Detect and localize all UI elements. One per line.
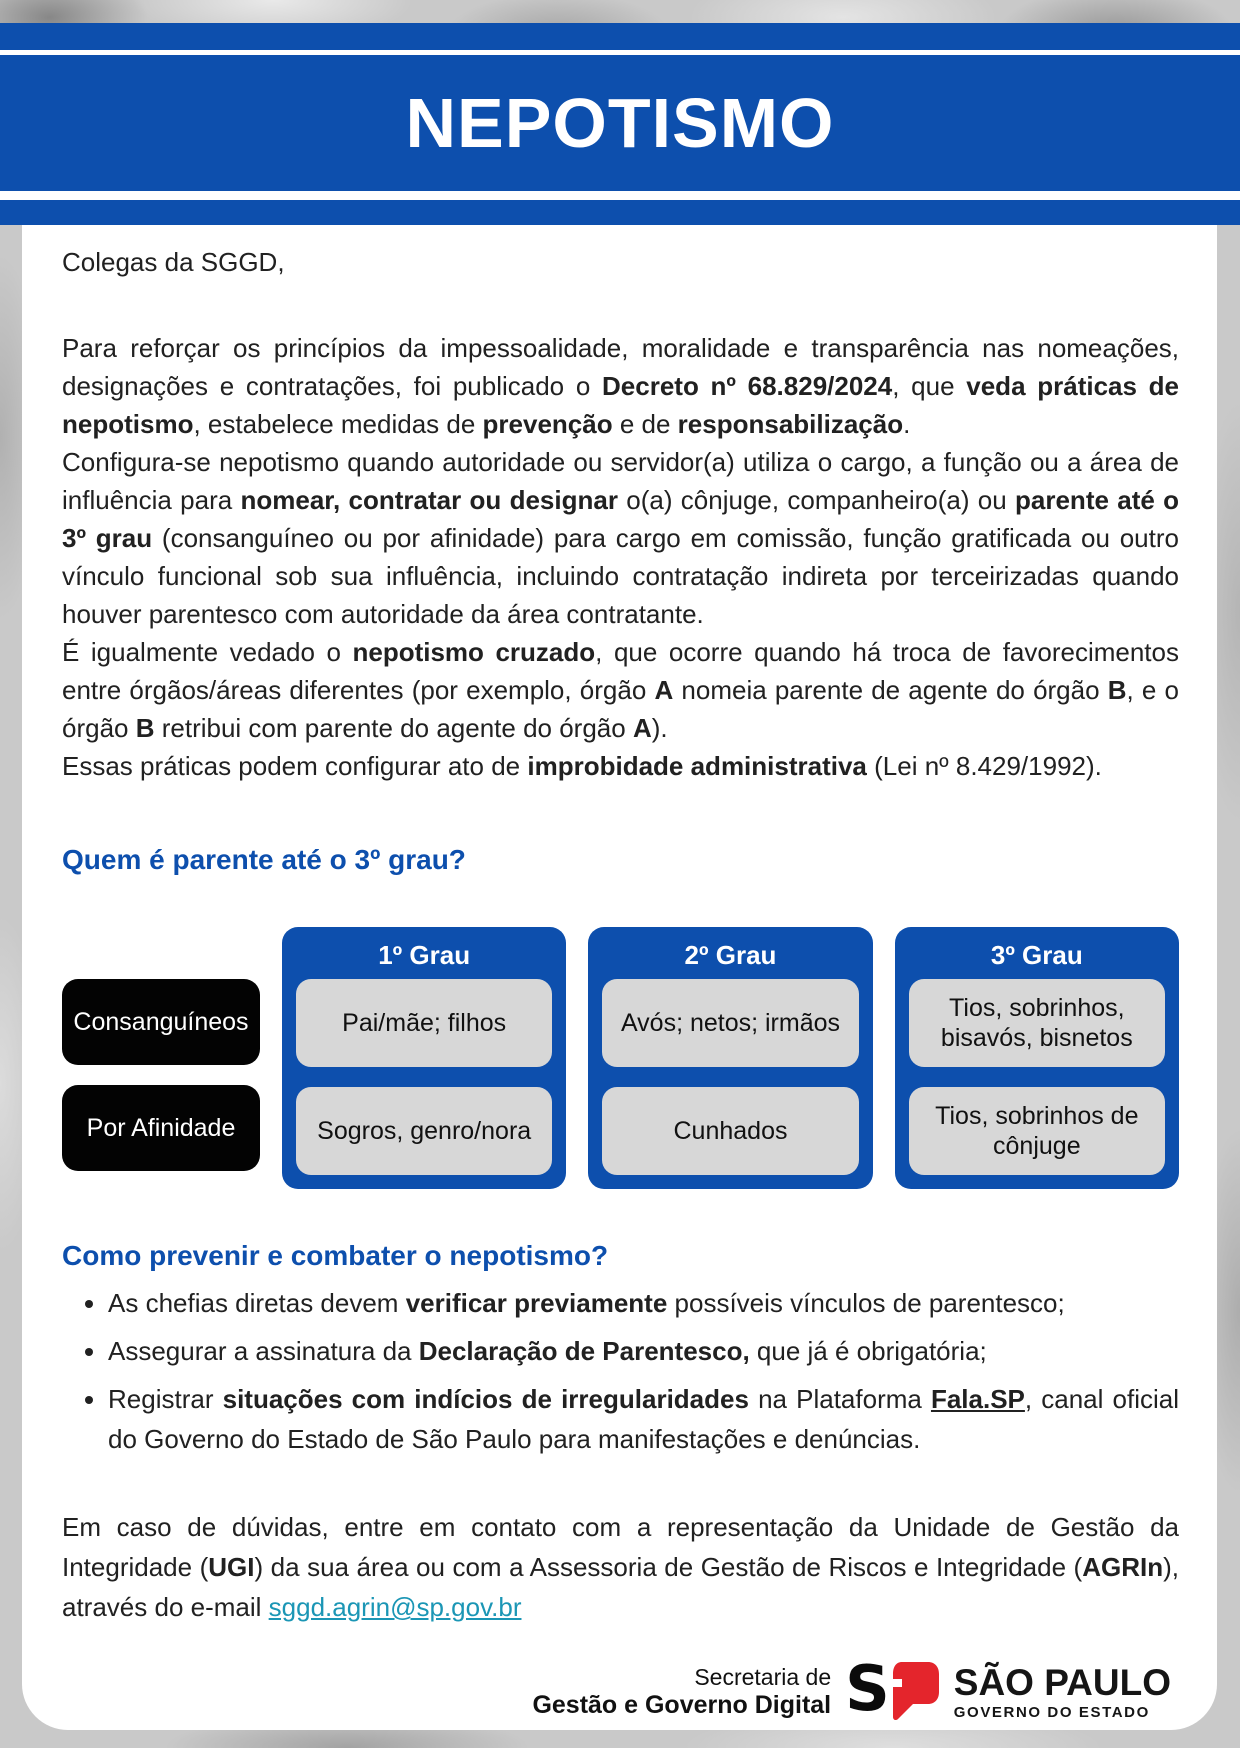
kinship-column-1 — [282, 927, 566, 1189]
text-segment: e de — [612, 409, 678, 439]
text-segment: UGI — [208, 1552, 255, 1582]
text-segment: É igualmente vedado o — [62, 637, 353, 667]
prevention-item-verify — [108, 1283, 1179, 1323]
paragraph-definition — [62, 443, 1179, 633]
row-label-por-afinidade: Por Afinidade — [62, 1085, 260, 1171]
text-segment: que já é obrigatória; — [749, 1336, 987, 1366]
text-segment: ) da sua área ou com a Assessoria de Gestão de Riscos e Integridade ( — [254, 1552, 1083, 1582]
cell-3grau-afinidade: Tios, sobrinhos de cônjuge — [909, 1087, 1165, 1175]
header-band-bottom — [0, 200, 1240, 225]
secretariat-name — [532, 1664, 831, 1719]
text-segment: Declaração de Parentesco, — [418, 1336, 750, 1366]
kinship-table — [62, 927, 1179, 1189]
text-segment: verificar previamente — [405, 1288, 668, 1318]
text-segment: prevenção — [482, 409, 613, 439]
text-segment: , estabelece medidas de — [193, 409, 483, 439]
text-segment: veda práticas de nepotismo — [62, 371, 1180, 439]
sp-logo-s-icon: S — [845, 1652, 888, 1725]
text-segment: Para reforçar os princípios da impessoalidade, moralidade e transparência nas nomeações, designações e contratações, foi publicado o — [62, 333, 1179, 401]
text-segment: Assegurar a assinatura da — [108, 1336, 419, 1366]
intro-text-block — [62, 329, 1179, 785]
text-segment: , que — [892, 371, 967, 401]
cell-1grau-afinidade: Sogros, genro/nora — [296, 1087, 552, 1175]
text-segment: Configura-se nepotismo quando autoridade ou servidor(a) utiliza o cargo, a função ou a área de influência para — [62, 447, 1179, 515]
page-title: NEPOTISMO — [405, 84, 835, 162]
text-segment: responsabilização — [677, 409, 904, 439]
text-segment: nomeia parente de agente do órgão — [673, 675, 1108, 705]
text-segment: Decreto nº 68.829/2024 — [602, 371, 893, 401]
text-segment: (Lei nº 8.429/1992). — [866, 751, 1102, 781]
text-segment: As chefias diretas devem — [108, 1288, 406, 1318]
state-logo-text — [953, 1661, 1171, 1721]
prevention-list — [62, 1283, 1179, 1459]
text-segment: ). — [651, 713, 668, 743]
cell-2grau-consanguineos: Avós; netos; irmãos — [602, 979, 858, 1067]
greeting-line: Colegas da SGGD, — [62, 247, 285, 277]
text-segment: A — [654, 675, 674, 705]
text-segment: na Plataforma — [748, 1384, 931, 1414]
kinship-heading: Quem é parente até o 3º grau? — [62, 844, 466, 875]
header-band-top — [0, 23, 1240, 50]
cell-1grau-consanguineos: Pai/mãe; filhos — [296, 979, 552, 1067]
text-segment: possíveis vínculos de parentesco; — [667, 1288, 1065, 1318]
paragraph-decree — [62, 329, 1179, 443]
kinship-column-3 — [895, 927, 1179, 1189]
text-segment: AGRIn — [1082, 1552, 1164, 1582]
text-segment: B — [1107, 675, 1127, 705]
text-segment: nomear, contratar ou designar — [240, 485, 618, 515]
header-divider-bottom — [0, 191, 1240, 200]
cell-3grau-consanguineos: Tios, sobrinhos, bisavós, bisnetos — [909, 979, 1165, 1067]
text-segment: , canal oficial do Governo do Estado de São Paulo para manifestações e denúncias. — [108, 1384, 1180, 1454]
sp-logo-p-bubble-icon — [892, 1661, 940, 1723]
header-band-main — [0, 55, 1240, 191]
text-segment: o(a) cônjuge, companheiro(a) ou — [617, 485, 1016, 515]
footer-logo-block — [62, 1652, 1179, 1725]
header-banner — [0, 23, 1240, 225]
state-name: SÃO PAULO — [953, 1661, 1171, 1703]
content-card — [22, 225, 1217, 1730]
email-link[interactable]: sggd.agrin@sp.gov.br — [268, 1592, 522, 1622]
text-segment: Em caso de dúvidas, entre em contato com a representação da Unidade de Gestão da Integridade ( — [62, 1512, 1179, 1582]
text-segment: , que ocorre quando há troca de favorecimentos entre órgãos/áreas diferentes (por exemplo, órgão — [62, 637, 1179, 705]
text-segment: Essas práticas podem configurar ato de — [62, 751, 528, 781]
cell-2grau-afinidade: Cunhados — [602, 1087, 858, 1175]
text-segment: situações com indícios de irregularidades — [222, 1384, 749, 1414]
row-label-consanguineos: Consanguíneos — [62, 979, 260, 1065]
text-segment: retribui com parente do agente do órgão — [154, 713, 633, 743]
text-segment: . — [903, 409, 911, 439]
contact-paragraph — [62, 1507, 1179, 1627]
kinship-row-labels — [62, 979, 260, 1189]
text-segment: Registrar — [108, 1384, 223, 1414]
column-header-2-grau: 2º Grau — [684, 940, 777, 970]
text-segment: (consanguíneo ou por afinidade) para cargo em comissão, função gratificada ou outro vínculo funcional sob sua influência, incluindo contratação indireta por terceirizadas quando houver parentesco com autoridade da área contratante. — [62, 523, 1179, 629]
secretariat-line1: Secretaria de — [694, 1664, 832, 1691]
text-segment: , e o órgão — [62, 675, 1179, 743]
prevention-item-declaration — [108, 1331, 1179, 1371]
prevention-item-report — [108, 1379, 1179, 1459]
text-segment: Fala.SP — [930, 1384, 1025, 1414]
text-segment: A — [632, 713, 652, 743]
secretariat-line2: Gestão e Governo Digital — [532, 1690, 832, 1719]
text-segment: parente até o 3º grau — [62, 485, 1179, 553]
text-segment: ), através do e-mail — [62, 1552, 1179, 1622]
column-header-3-grau: 3º Grau — [990, 940, 1083, 970]
kinship-column-2 — [588, 927, 872, 1189]
text-segment: improbidade administrativa — [527, 751, 867, 781]
paragraph-improbity — [62, 747, 1179, 785]
text-segment: nepotismo cruzado — [352, 637, 596, 667]
prevention-heading: Como prevenir e combater o nepotismo? — [62, 1240, 609, 1271]
sp-logo — [845, 1652, 940, 1725]
state-subtitle: GOVERNO DO ESTADO — [953, 1703, 1150, 1721]
text-segment: B — [135, 713, 155, 743]
column-header-1-grau: 1º Grau — [378, 940, 471, 970]
paragraph-cross-nepotism — [62, 633, 1179, 747]
